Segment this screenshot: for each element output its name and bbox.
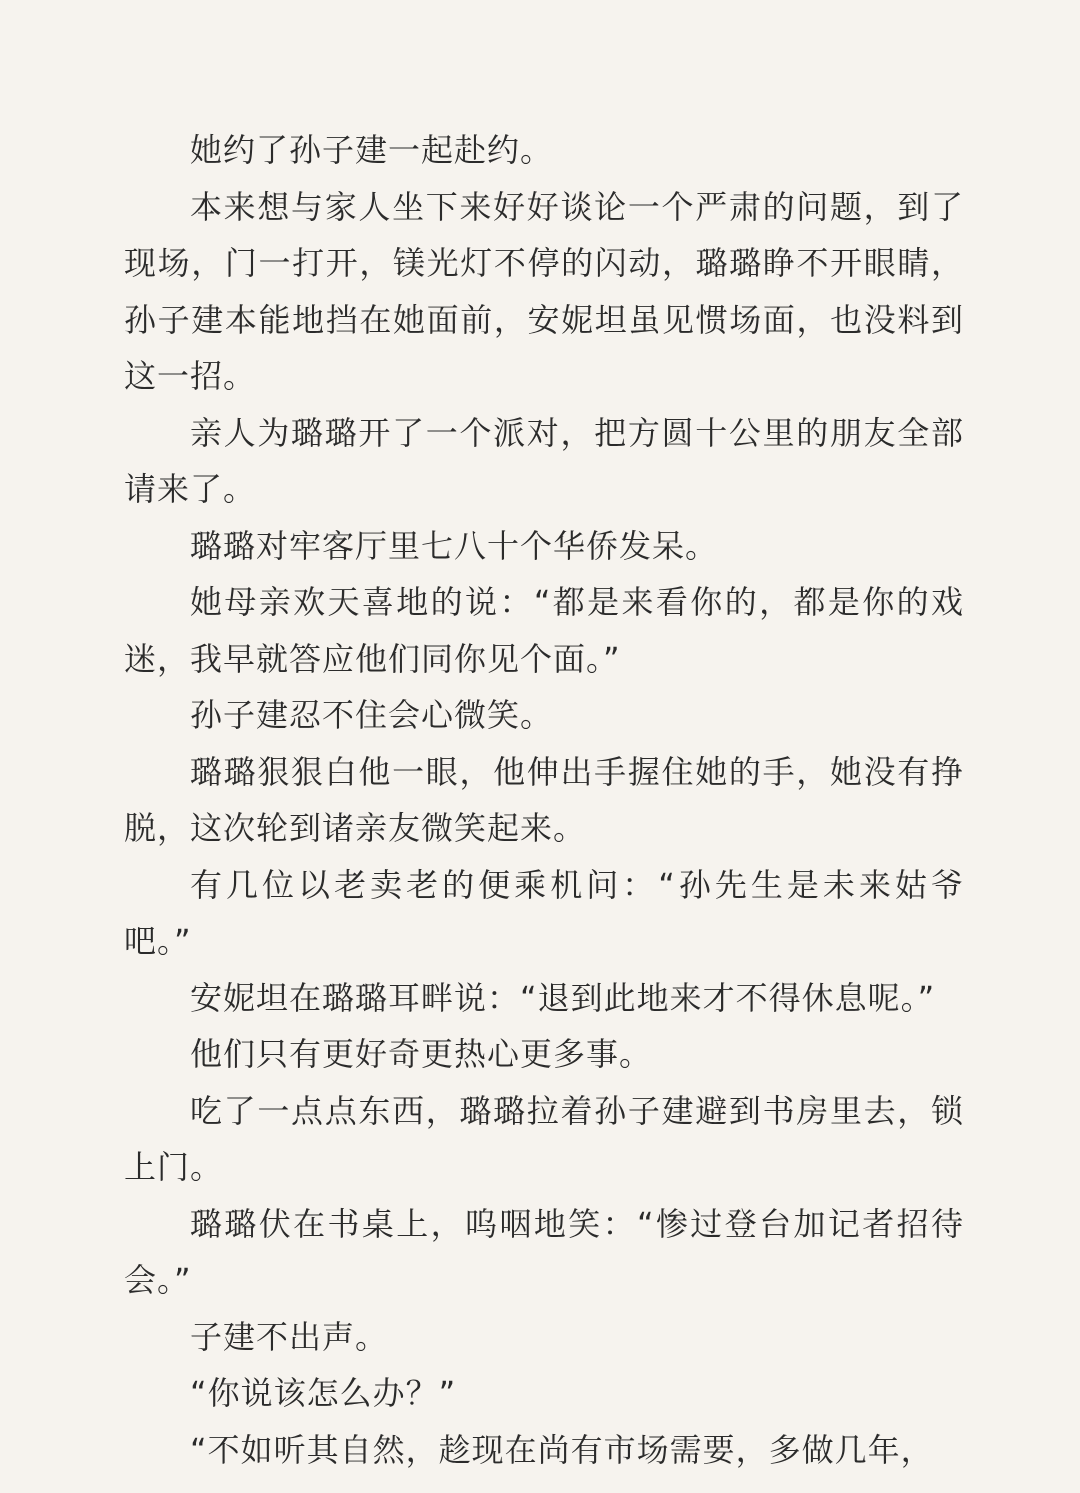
paragraph-5: 她母亲欢天喜地的说：“都是来看你的，都是你的戏迷，我早就答应他们同你见个面。” xyxy=(124,583,964,678)
paragraph-8: 有几位以老卖老的便乘机问：“孙先生是未来姑爷吧。” xyxy=(124,865,964,960)
paragraph-4: 璐璐对牢客厅里七八十个华侨发呆。 xyxy=(190,526,719,565)
paragraph-14: “你说该怎么办？” xyxy=(190,1374,457,1412)
paragraph-7: 璐璐狠狠白他一眼，他伸出手握住她的手，她没有挣脱，这次轮到诸亲友微笑起来。 xyxy=(124,752,964,847)
paragraph-9: 安妮坦在璐璐耳畔说：“退到此地来才不得休息呢。” xyxy=(190,978,936,1017)
paragraph-12: 璐璐伏在书桌上，呜咽地笑：“惨过登台加记者招待会。” xyxy=(124,1204,964,1299)
paragraph-15: “不如听其自然，趁现在尚有市场需要，多做几年， xyxy=(190,1430,934,1469)
paragraph-1: 她约了孙子建一起赴约。 xyxy=(190,131,554,169)
paragraph-2: 本来想与家人坐下来好好谈论一个严肃的问题，到了现场，门一打开，镁光灯不停的闪动，璐璐睁不开眼睛，孙子建本能地挡在她面前，安妮坦虽见惯场面，也没料到这一招。 xyxy=(124,187,964,395)
paragraph-10: 他们只有更好奇更热心更多事。 xyxy=(190,1035,653,1073)
paragraph-11: 吃了一点点东西，璐璐拉着孙子建避到书房里去，锁上门。 xyxy=(124,1091,964,1186)
paragraph-3: 亲人为璐璐开了一个派对，把方圆十公里的朋友全部请来了。 xyxy=(124,413,964,508)
book-page-text xyxy=(124,122,964,1478)
paragraph-13: 子建不出声。 xyxy=(190,1317,389,1356)
paragraph-6: 孙子建忍不住会心微笑。 xyxy=(190,696,554,734)
